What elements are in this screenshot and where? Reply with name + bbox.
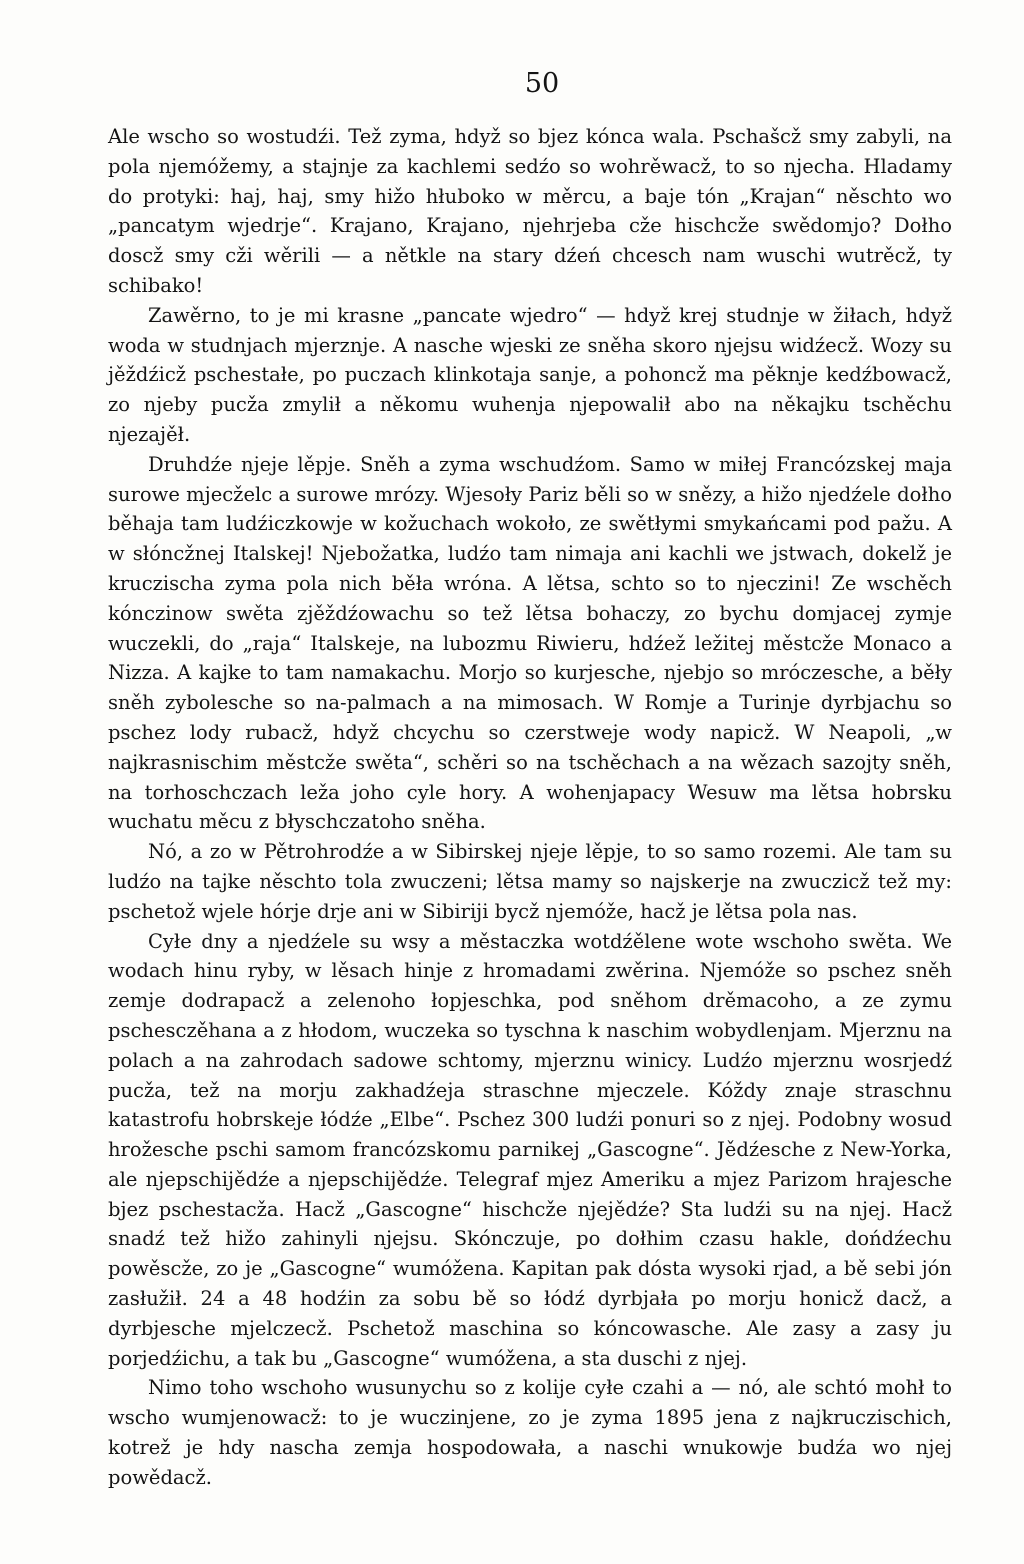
paragraph: Cyłe dny a njedźele su wsy a městaczka wotdźělene wote wschoho swěta. We wodach hinu ryby, w lěsach hinje z hromadami zwěrina. Njemóže so pschez sněh zemje dodrapacž a zelenoho łopjeschka, pod sněhom drěmacoho, a ze zymu pschesczěhana a z hłodom, wuczeka so tyschna k naschim wobydlenjam. Mjerznu na polach a na zahrodach sadowe schtomy, mjerznu winicy. Ludźo mjerznu wosrjedź pucža, tež na morju zakhadźeja straschne mjeczele. Kóždy znaje straschnu katastrofu hobrskeje łódźe „Elbe“. Pschez 300 ludźi ponuri so z njej. Podobny wosud hrožesche pschi samom francózskomu parnikej „Gascogne“. Jědźesche z New-Yorka, ale njepschijědźe a njepschijědźe. Telegraf mjez Ameriku a mjez Parizom hrajesche bjez pschestacža. Hacž „Gascogne“ hischcže njejědźe? Sta ludźi su na njej. Hacž snadź tež hižo zahinyli njejsu. Skónczuje, po dołhim czasu hakle, dońdźechu powěscže, zo je „Gascogne“ wumóžena. Kapitan pak dósta wysoki rjad, a bě sebi jón zasłužił. 24 a 48 hodźin za sobu bě so łódź dyrbjała po morju honicž dacž, a dyrbjesche mjelczecž. Pschetož maschina so kóncowasche. Ale zasy a zasy ju porjedźichu, a tak bu „Gascogne“ wumóžena, a sta duschi z njej.: [108, 929, 952, 1370]
paragraph: Zawěrno, to je mi krasne „pancate wjedro“ — hdyž krej studnje w žiłach, hdyž woda w studnjach mjerznje. A nasche wjeski ze sněha skoro njejsu widźecž. Wozy su jěždźicž pschestałe, po puczach klinkotaja sanje, a pohoncž ma pěknje kedźbowacž, zo njeby pucža zmylił a někomu wuhenja njepowalił abo na někajku tschěchu njezajěł.: [108, 303, 952, 446]
page-number: 50: [524, 68, 560, 99]
paragraph: Druhdźe njeje lěpje. Sněh a zyma wschudźom. Samo w miłej Francózskej maja surowe mjecželc a surowe mrózy. Wjesoły Pariz běli so w snězy, a hižo njedźele dołho běhaja tam ludźiczkowje w kožuchach wokoło, ze swětłymi smykańcami pod pažu. A w słóncžnej Italskej! Njebožatka, ludźo tam nimaja ani kachli we jstwach, dokelž je kruczischa zyma pola nich běła wróna. A lětsa, schto so to njeczini! Ze wschěch kónczinow swěta zjěždźowachu so tež lětsa bohaczy, zo bychu domjacej zymje wuczekli, do „raja“ Italskeje, na lubozmu Riwieru, hdźež ležitej městcže Monaco a Nizza. A kajke to tam namakachu. Morjo so kurjesche, njebjo so mróczesche, a běły sněh zybolesche so na-palmach a na mimosach. W Romje a Turinje dyrbjachu so pschez lody rubacž, hdyž chcychu so czerstweje wody napicž. W Neapoli, „w najkrasnischim městcže swěta“, schěri so na tschěchach a na wězach sazojty sněh, na torhoschczach leža joho cyle hory. A wohenjapacy Wesuw ma lětsa hobrsku wuchatu měcu z błyschczatoho sněha.: [108, 452, 952, 834]
body-text: [108, 122, 952, 1493]
paragraph: Nimo toho wschoho wusunychu so z kolije cyłe czahi a — nó, ale schtó mohł to wscho wumjenowacž: to je wuczinjene, zo je zyma 1895 jena z najkruczischich, kotrež je hdy nascha zemja hospodowała, a naschi wnukowje budźa wo njej powědacž.: [108, 1376, 952, 1489]
paragraph: Nó, a zo w Pětrohrodźe a w Sibirskej njeje lěpje, to so samo rozemi. Ale tam su ludźo na tajke něschto tola zwuczeni; lětsa mamy so najskerje na zwuczicž tež my: pschetož wjele hórje drje ani w Sibiriji bycž njemóže, hacž je lětsa pola nas.: [108, 840, 952, 923]
paragraph: Ale wscho so wostudźi. Tež zyma, hdyž so bjez kónca wala. Pschašcž smy zabyli, na pola njemóžemy, a stajnje za kachlemi sedźo so wohrěwacž, to so njecha. Hladamy do protyki: haj, haj, smy hižo hłuboko w měrcu, a baje tón „Krajan“ něschto wo „pancatym wjedrje“. Krajano, Krajano, njehrjeba cže hischcže swědomjo? Dołho doscž smy cži wěrili — a nětkle na stary dźeń chcesch nam wuschi wutrěcž, ty schibako!: [108, 125, 952, 297]
